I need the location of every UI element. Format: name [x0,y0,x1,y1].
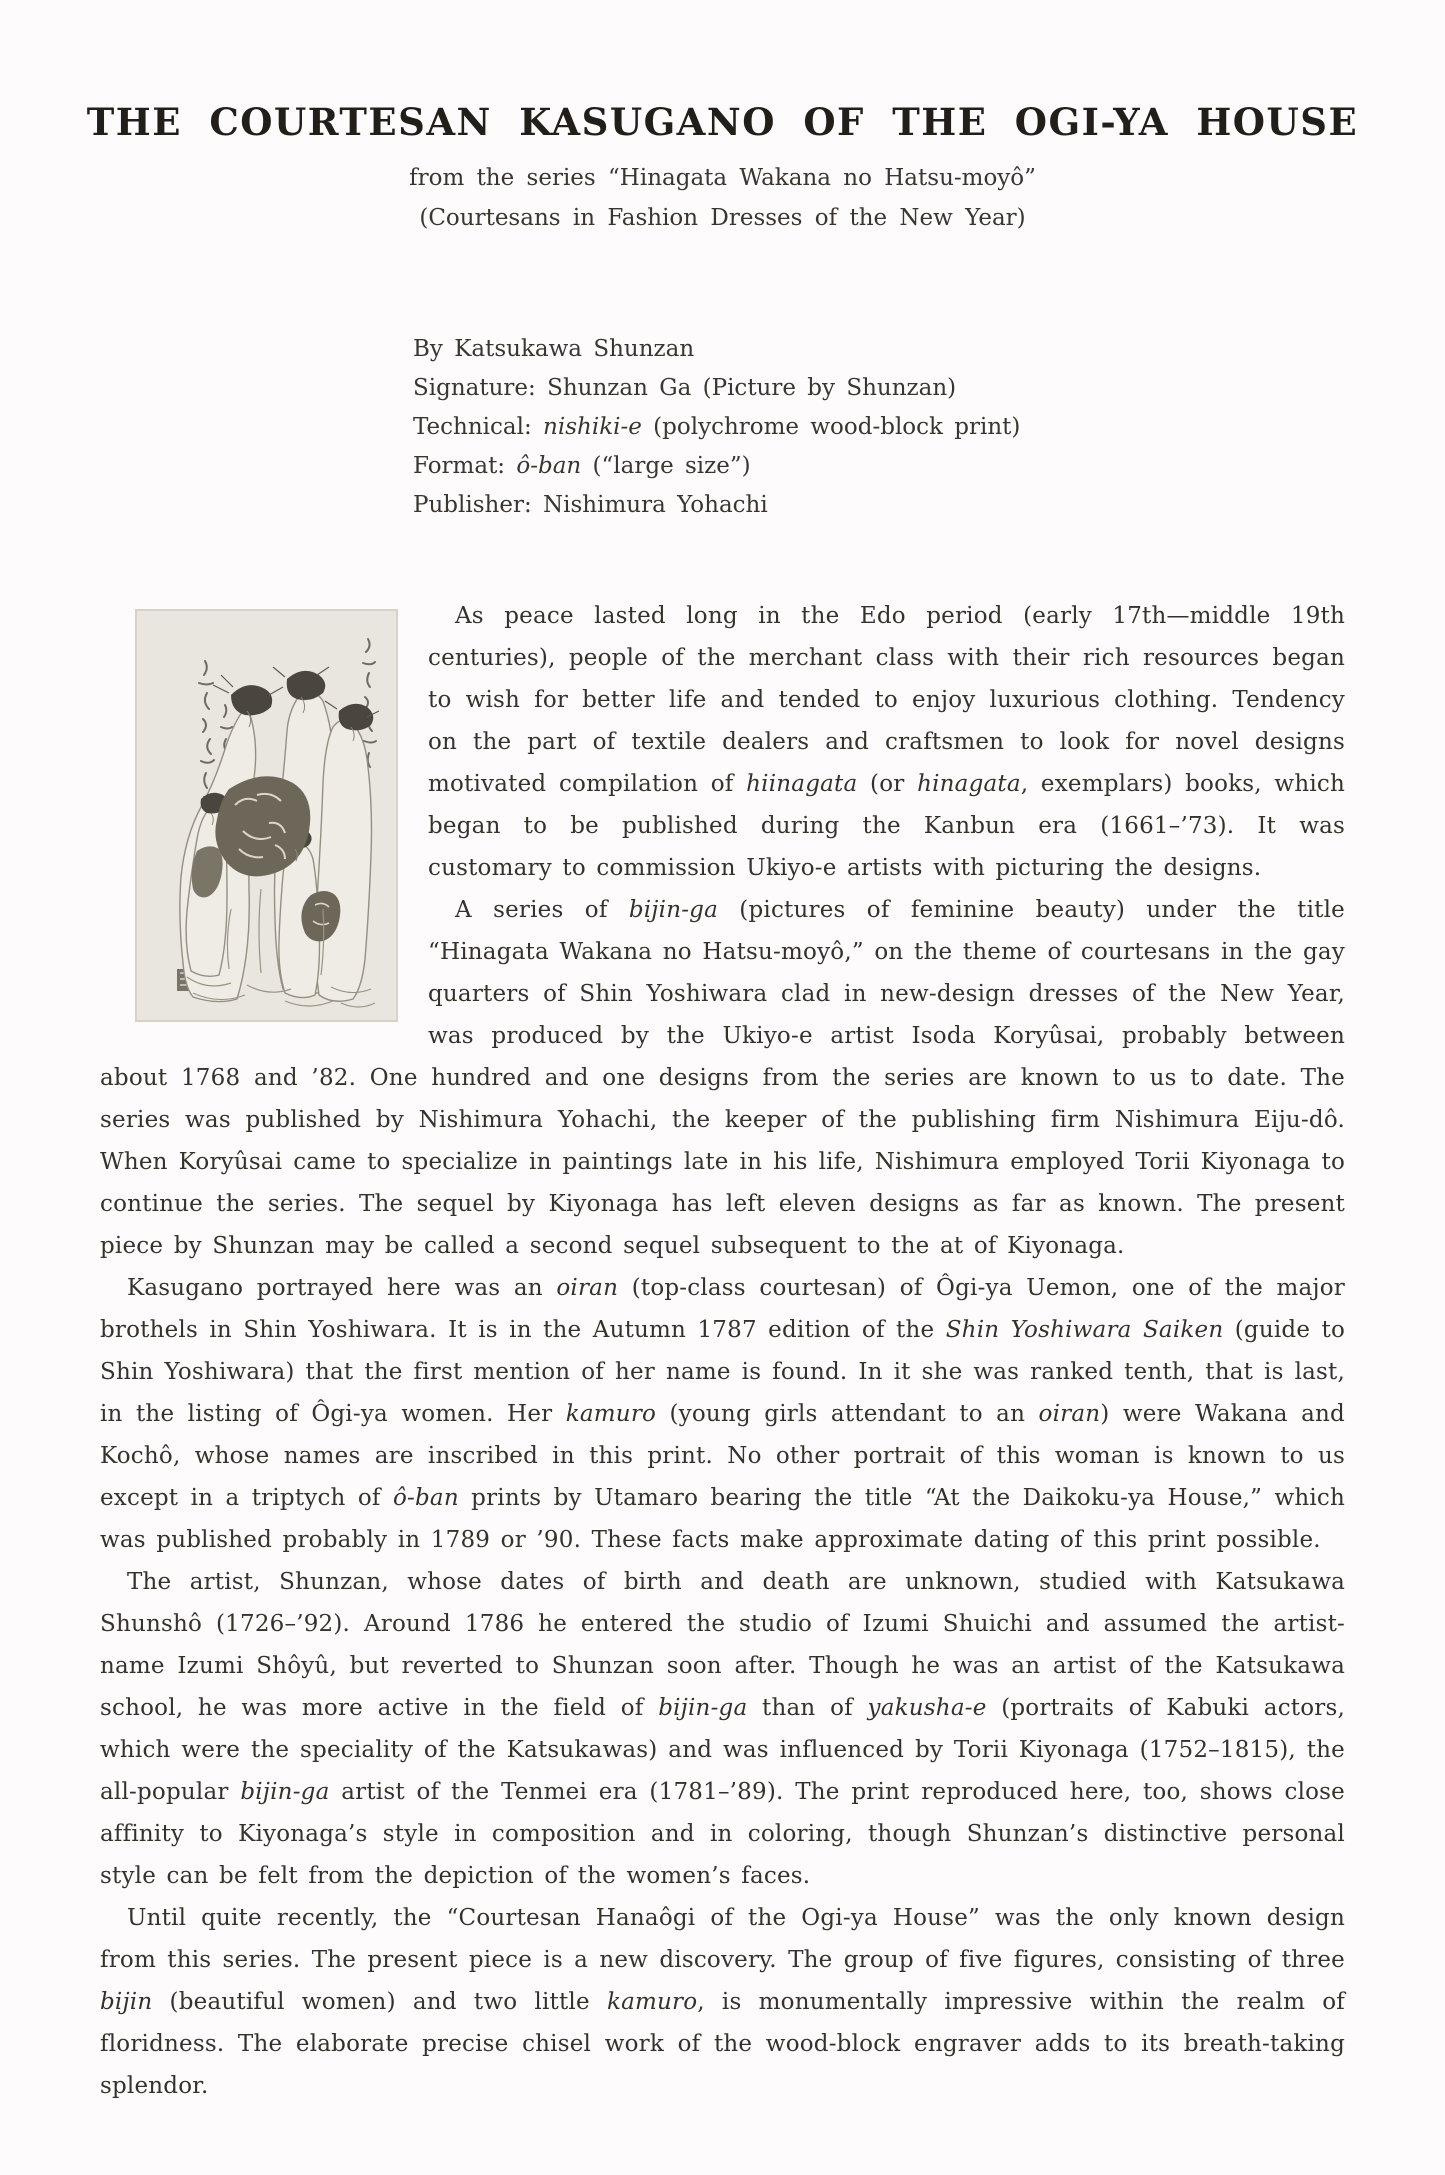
print-illustration [135,609,398,1022]
metadata-line-technical: Technical: nishiki-e (polychrome wood-block print) [413,414,1021,440]
metadata-line-signature: Signature: Shunzan Ga (Picture by Shunzan) [413,375,957,401]
paragraph-edo-background: As peace lasted long in the Edo period (early 17th—middle 19th centuries), people of the merchant class with their rich resources began to wish for better life and tended to enjoy luxurious clothing. Tendency on the part of textile dealers and craftsmen to look for novel designs motivated compilation of hiinagata (or hinagata, exemplars) books, which began to be published during the Kanbun era (1661–’73). It was customary to commission Ukiyo-e artists with picturing the designs. [428,603,1345,881]
paragraph-kasugano: Kasugano portrayed here was an oiran (top-class courtesan) of Ôgi-ya Uemon, one of the major brothels in Shin Yoshiwara. It is in the Autumn 1787 edition of the Shin Yoshiwara Saiken (guide to Shin Yoshiwara) that the first mention of her name is found. In it she was ranked tenth, that is last, in the listing of Ôgi-ya women. Her kamuro (young girls attendant to an oiran) were Wakana and Kochô, whose names are inscribed in this print. No other portrait of this woman is known to us except in a triptych of ô-ban prints by Utamaro bearing the title “At the Daikoku-ya House,” which was published probably in 1789 or ’90. These facts make approximate dating of this print possible. [100,1275,1346,1553]
metadata-line-format: Format: ô-ban (“large size”) [413,453,751,479]
metadata-line-artist: By Katsukawa Shunzan [413,336,695,362]
paragraph-series-history: A series of bijin-ga (pictures of feminine beauty) under the title “Hinagata Wakana no Hatsu-moyô,” on the theme of courtesans in the gay quarters of Shin Yoshiwara clad in new-design dresses of the New Year, was produced by the Ukiyo-e artist Isoda Koryûsai, probably between about 1768 and ’82. One hundred and one designs from the series are known to us to date. The series was published by Nishimura Yohachi, the keeper of the publishing firm Nishimura Eiju-dô. When Koryûsai came to specialize in paintings late in his life, Nishimura employed Torii Kiyonaga to continue the series. The sequel by Kiyonaga has left eleven designs as far as known. The present piece by Shunzan may be called a second sequel subsequent to the at of Kiyonaga. [100,897,1345,1259]
paragraph-new-discovery: Until quite recently, the “Courtesan Hanaôgi of the Ogi-ya House” was the only known design from this series. The present piece is a new discovery. The group of five figures, consisting of three bijin (beautiful women) and two little kamuro, is monumentally impressive within the realm of floridness. The elaborate precise chisel work of the wood-block engraver adds to its breath-taking splendor. [100,1905,1345,2099]
print-metadata-block [413,330,1445,525]
metadata-line-publisher: Publisher: Nishimura Yohachi [413,492,768,518]
essay-body [100,595,1345,2107]
paragraph-artist-shunzan: The artist, Shunzan, whose dates of birth and death are unknown, studied with Katsukawa Shunshô (1726–’92). Around 1786 he entered the studio of Izumi Shuichi and assumed the artist-name Izumi Shôyû, but reverted to Shunzan soon after. Though he was an artist of the Katsukawa school, he was more active in the field of bijin-ga than of yakusha-e (portraits of Kabuki actors, which were the speciality of the Katsukawas) and was influenced by Torii Kiyonaga (1752–1815), the all-popular bijin-ga artist of the Tenmei era (1781–’89). The print reproduced here, too, shows close affinity to Kiyonaga’s style in composition and in coloring, though Shunzan’s distinctive personal style can be felt from the depiction of the women’s faces. [100,1569,1345,1889]
series-subtitle: from the series “Hinagata Wakana no Hatsu-moyô” [409,165,1036,191]
series-subtitle-translation: (Courtesans in Fashion Dresses of the New Year) [419,205,1026,231]
page-title: THE COURTESAN KASUGANO OF THE OGI-YA HOUSE [86,100,1359,144]
ukiyo-e-print-thumbnail [135,609,398,1022]
